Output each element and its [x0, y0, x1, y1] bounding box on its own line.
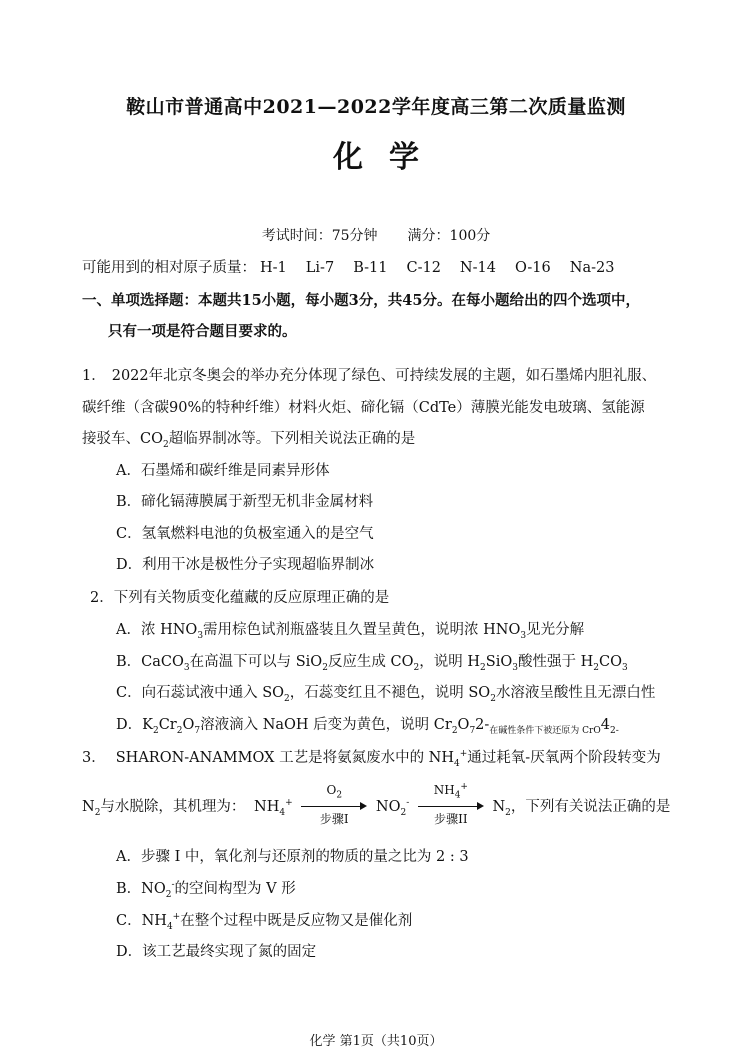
atomic-mass-item: C-12: [406, 260, 441, 276]
question-3-option-a: A．步骤 I 中，氧化剂与还原剂的物质的量之比为 2 : 3: [116, 849, 469, 865]
question-2-option-c: C．向石蕊试液中通入 $SO_2$，石蕊变红且不褪色，说明 $SO_2$水溶液呈酸性且无漂白性: [116, 685, 656, 704]
exam-time: 考试时间：75分钟: [261, 228, 378, 244]
reactant-nh4: $NH_4^+$: [254, 798, 293, 818]
question-1-line-1: 1． 2022年北京冬奥会的举办充分体现了绿色、可持续发展的主题，如石墨烯内胆礼服、: [82, 368, 657, 384]
section-heading-cont: 只有一项是符合题目要求的。: [108, 323, 297, 340]
reaction-arrow-step-1: [301, 783, 367, 826]
question-1-line-3: 接驳车、$CO_2$超临界制冰等。下列相关说法正确的是: [82, 431, 416, 450]
question-3-option-c: C．$NH_4^+$在整个过程中既是反应物又是催化剂: [116, 912, 413, 932]
atomic-mass-item: H-1: [260, 260, 287, 276]
question-number: 1．: [82, 368, 106, 384]
subject-title: 化学: [333, 140, 445, 175]
section-heading: 一、单项选择题：本题共15小题，每小题3分，共45分。在每小题给出的四个选项中，: [82, 292, 640, 309]
atomic-mass-label: 可能用到的相对原子质量：: [82, 260, 256, 276]
arrow-reagent-nh4: $NH_4^+$: [433, 782, 468, 801]
question-1-option-d: D．利用干冰是极性分子实现超临界制冰: [116, 557, 375, 573]
question-2-option-d: D．$K_2Cr_2O_7$溶液滴入 NaOH 后变为黄色，说明 $Cr_2O_72-_{在碱性条件下被还原为 CrO}4_{2-}$: [116, 717, 619, 736]
question-2-stem: 2．下列有关物质变化蕴藏的反应原理正确的是: [90, 590, 390, 606]
question-2-option-a: A．浓 $HNO_3$需用棕色试剂瓶盛装且久置呈黄色，说明浓 $HNO_3$见光分解: [116, 622, 585, 641]
atomic-mass-item: B-11: [353, 260, 388, 276]
intermediate-no2: $NO_2^-$: [375, 798, 410, 818]
atomic-mass-line: [82, 256, 633, 277]
exam-title: 鞍山市普通高中2021—2022学年度高三第二次质量监测: [126, 96, 626, 118]
arrow-step-label: 步骤I: [319, 812, 349, 826]
exam-score: 满分：100分: [407, 228, 491, 244]
question-1-line-2: 碳纤维（含碳90%的特种纤维）材料火炬、碲化镉（CdTe）薄膜光能发电玻璃、氢能源: [82, 400, 645, 416]
question-3-mechanism: $N_2$与水脱除，其机理为： $NH_4^+$ $O_2$ 步骤I $NO_2^-$ $NH_4^+$ 步骤II $N_2$，下列有关说法正确的是: [82, 782, 671, 826]
atomic-mass-item: Li-7: [305, 260, 335, 276]
product-n2: $N_2$: [492, 799, 511, 818]
question-1-option-b: B．碲化镉薄膜属于新型无机非金属材料: [116, 494, 374, 510]
question-3-option-b: B．$NO_2^-$的空间构型为 V 形: [116, 880, 296, 900]
question-1-option-a: A．石墨烯和碳纤维是同素异形体: [116, 463, 330, 479]
atomic-mass-item: N-14: [459, 260, 496, 276]
atomic-mass-item: O-16: [514, 260, 551, 276]
question-3-option-d: D．该工艺最终实现了氮的固定: [116, 944, 317, 960]
arrow-reagent-o2: $O_2$: [326, 783, 343, 801]
atomic-mass-item: Na-23: [569, 260, 615, 276]
question-2-option-b: B．CaCO$_3$在高温下可以与 SiO$_2$反应生成 $CO_2$，说明 $H_2SiO_3$酸性强于 $H_2CO_3$: [116, 654, 628, 673]
page-footer: 化学 第1页（共10页）: [309, 1034, 443, 1049]
arrow-step-label: 步骤II: [434, 812, 468, 826]
reaction-arrow-step-2: [418, 782, 484, 826]
exam-info: [0, 225, 752, 245]
question-3-line-1: 3． SHARON-ANAMMOX 工艺是将氨氮废水中的 $NH_4^+$通过耗氧-厌氧两个阶段转变为: [82, 749, 661, 769]
question-number: 3．: [82, 750, 106, 766]
question-1-option-c: C．氢氧燃料电池的负极室通入的是空气: [116, 526, 374, 542]
